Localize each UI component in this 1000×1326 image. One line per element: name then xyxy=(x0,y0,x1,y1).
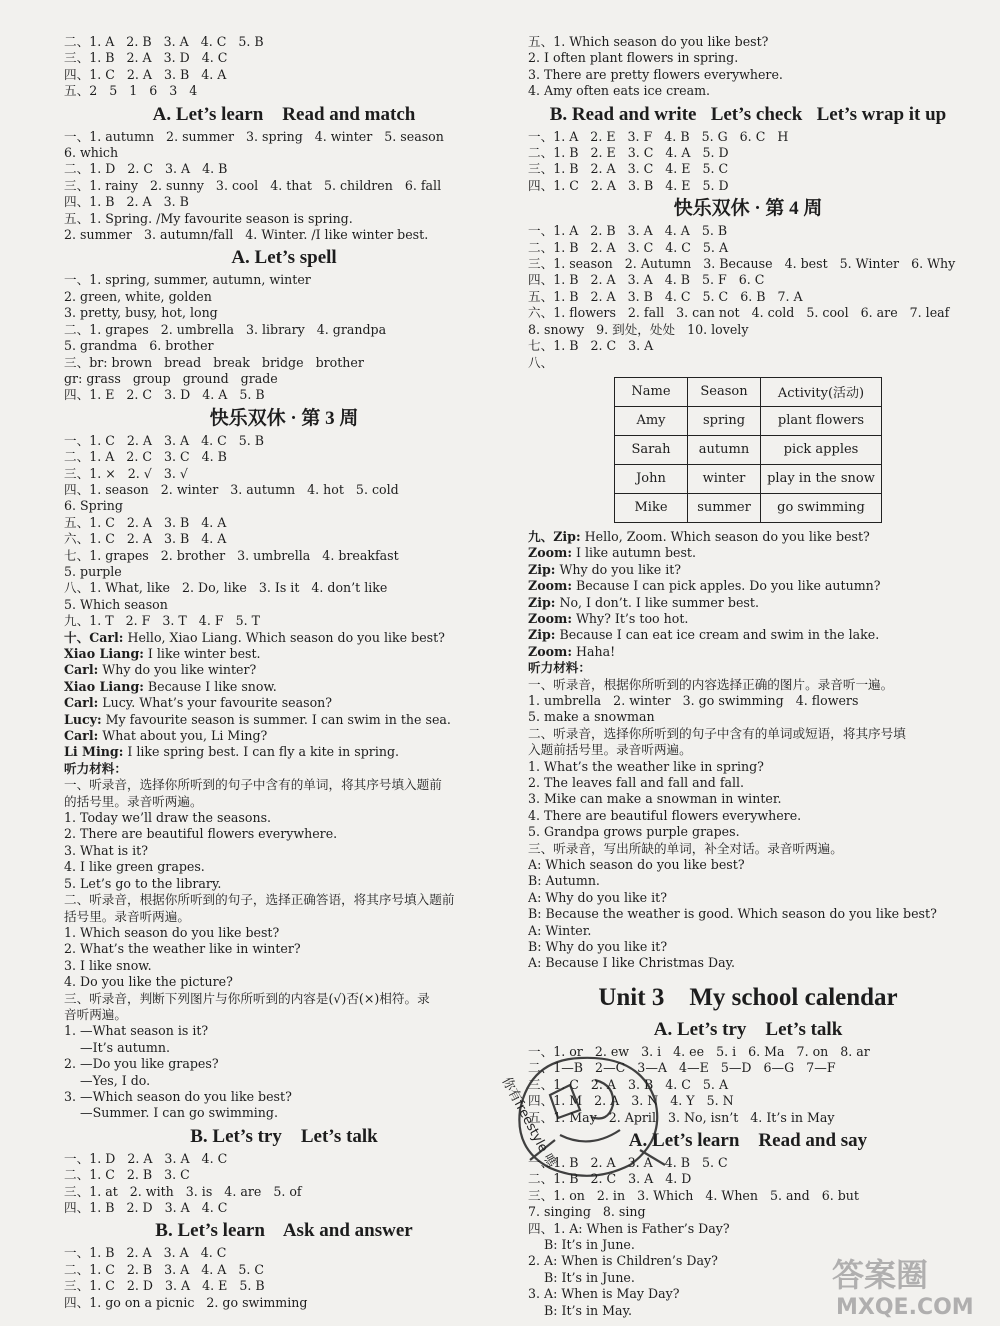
answer-line: A: Which season do you like best? xyxy=(528,857,745,873)
answer-line: 6. Spring xyxy=(64,498,123,514)
speaker-name: Zoom: xyxy=(528,643,572,659)
answer-line: 4. There are beautiful flowers everywhere. xyxy=(528,807,802,823)
answer-line: 5. make a snowman xyxy=(528,709,655,725)
answer-line: 一、1. D 2. A 3. A 4. C xyxy=(64,1150,228,1166)
answer-line: 2. I often plant flowers in spring. xyxy=(528,50,739,66)
table-header-cell: Season xyxy=(688,377,761,406)
answer-line: 3. I like snow. xyxy=(64,957,152,973)
section-heading: A. Let’s spell xyxy=(231,247,337,269)
table-cell: winter xyxy=(688,464,761,493)
answer-line: 五、1. Spring. /My favourite season is spring. xyxy=(64,210,353,226)
section-heading: 快乐双休 · 第 3 周 xyxy=(209,407,359,429)
answer-line: 5. purple xyxy=(64,563,122,579)
answer-line: 四、1. B 2. A 3. A 4. B 5. F 6. C xyxy=(528,272,765,288)
dialogue-line xyxy=(528,545,968,561)
answer-line: A: Why do you like it? xyxy=(528,889,667,905)
answer-line: 一、1. B 2. A 3. A 4. B 5. C xyxy=(528,1154,728,1170)
answer-line: B: Why do you like it? xyxy=(528,939,668,955)
answer-line: 二、听录音，选择你所听到的句子中含有的单词或短语，将其序号填 xyxy=(528,725,906,741)
answer-line: 二、1—B 2—C 3—A 4—E 5—D 6—G 7—F xyxy=(528,1060,836,1076)
dialogue-text: I like autumn best. xyxy=(571,545,696,561)
answer-line: 四、1. C 2. A 3. B 4. A xyxy=(64,66,227,82)
answer-line: 一、1. or 2. ew 3. i 4. ee 5. i 6. Ma 7. on 8. ar xyxy=(528,1043,870,1059)
speaker-name: Zoom: xyxy=(528,578,572,594)
listening-label: 听力材料： xyxy=(528,660,591,676)
speaker-name: Carl: xyxy=(64,728,99,744)
answer-line: 五、1. May 2. April 3. No, isn’t 4. It’s in May xyxy=(528,1109,835,1125)
answer-line: 括号里。录音听两遍。 xyxy=(64,908,190,924)
answer-line: 二、1. B 2. C 3. A 4. D xyxy=(528,1171,692,1187)
activity-table xyxy=(614,377,882,523)
section-heading: A. Let’s try Let’s talk xyxy=(653,1018,843,1040)
answer-line: 5. grandma 6. brother xyxy=(64,338,214,354)
dialogue-line xyxy=(64,728,504,744)
watermark-top-text: 答案圈 xyxy=(832,1256,929,1294)
answer-line: 8. snowy 9. 到处，处处 10. lovely xyxy=(528,321,749,337)
speaker-name: Xiao Liang: xyxy=(64,678,144,694)
answer-line: 二、1. A 2. C 3. C 4. B xyxy=(64,449,227,465)
answer-line: 2. green, white, golden xyxy=(64,288,212,304)
answer-line: 1. —What season is it? xyxy=(64,1023,209,1039)
answer-line: 三、br: brown bread break bridge brother xyxy=(64,354,364,370)
speaker-name: Xiao Liang: xyxy=(64,646,144,661)
dialogue-text: What about you, Li Ming? xyxy=(98,728,268,744)
answer-line: 一、1. autumn 2. summer 3. spring 4. winter 5. season xyxy=(64,128,444,144)
answer-line: 二、1. C 2. B 3. C xyxy=(64,1167,190,1183)
answer-line: 7. singing 8. sing xyxy=(528,1204,646,1220)
answer-line: 三、1. C 2. A 3. B 4. C 5. A xyxy=(528,1076,729,1092)
answer-line: 一、1. A 2. B 3. A 4. A 5. B xyxy=(528,223,728,239)
answer-line: 2. summer 3. autumn/fall 4. Winter. /I like winter best. xyxy=(64,227,429,243)
answer-line: 四、1. season 2. winter 3. autumn 4. hot 5. cold xyxy=(64,481,399,497)
speaker-name: Zip: xyxy=(528,627,556,643)
dialogue-line xyxy=(64,662,504,678)
answer-line: 2. —Do you like grapes? xyxy=(64,1056,219,1072)
right-top-answers xyxy=(528,34,968,371)
right-bottom-answers xyxy=(528,529,968,1319)
dialogue-line xyxy=(64,646,504,662)
answer-line: 八、 xyxy=(528,354,554,370)
section-heading: B. Let’s learn Ask and answer xyxy=(155,1220,413,1242)
table-row xyxy=(615,406,882,435)
answer-line: 三、1. B 2. A 3. C 4. E 5. C xyxy=(528,161,729,177)
table-header-cell: Activity(活动) xyxy=(761,377,882,406)
speaker-name: Zip: xyxy=(528,594,556,610)
dialogue-text: Hello, Zoom. Which season do you like best? xyxy=(580,528,870,544)
answer-line: gr: grass group ground grade xyxy=(64,370,278,386)
dialogue-line xyxy=(528,595,968,611)
answer-line: 四、1. B 2. A 3. B xyxy=(64,194,189,210)
answer-line: 三、1. × 2. √ 3. √ xyxy=(64,465,188,481)
answer-line: 七、1. grapes 2. brother 3. umbrella 4. breakfast xyxy=(64,547,399,563)
answer-line: 五、1. C 2. A 3. B 4. A xyxy=(64,514,227,530)
answer-line: 三、听录音，写出所缺的单词，补全对话。录音听两遍。 xyxy=(528,840,843,856)
answer-line: B: It’s in June. xyxy=(528,1269,635,1285)
answer-line: 六、1. C 2. A 3. B 4. A xyxy=(64,531,227,547)
answer-line: 5. Let’s go to the library. xyxy=(64,875,222,891)
watermark-bottom-text: MXQE.COM xyxy=(836,1295,974,1320)
answer-line: 一、1. C 2. A 3. A 4. C 5. B xyxy=(64,432,265,448)
answer-line: 三、1. C 2. D 3. A 4. E 5. B xyxy=(64,1278,265,1294)
answer-line: B: It’s in May. xyxy=(528,1302,633,1318)
dialogue-text: Because I can eat ice cream and swim in the lake. xyxy=(555,627,880,643)
watermark-logo xyxy=(802,1248,982,1320)
speaker-name: Zoom: xyxy=(528,545,572,561)
table-cell: autumn xyxy=(688,435,761,464)
table-cell: go swimming xyxy=(761,493,882,522)
dialogue-text: I like spring best. I can fly a kite in spring. xyxy=(123,744,400,760)
answer-line: 五、1. B 2. A 3. B 4. C 5. C 6. B 7. A xyxy=(528,288,803,304)
answer-line: 4. I like green grapes. xyxy=(64,859,205,875)
freestyle-stamp-graphic xyxy=(490,1040,700,1190)
answer-line: B: Because the weather is good. Which season do you like best? xyxy=(528,906,937,922)
answer-line: 音听两遍。 xyxy=(64,1006,127,1022)
unit-title: Unit 3 My school calendar xyxy=(598,983,898,1011)
answer-line: A: Winter. xyxy=(528,922,592,938)
dialogue-line xyxy=(528,644,968,660)
answer-line: 2. The leaves fall and fall and fall. xyxy=(528,775,745,790)
table-row xyxy=(615,464,882,493)
table-cell: plant flowers xyxy=(761,406,882,435)
answer-line: 四、1. B 2. D 3. A 4. C xyxy=(64,1200,228,1215)
answer-line: 三、1. at 2. with 3. is 4. are 5. of xyxy=(64,1183,302,1199)
answer-line: 4. Do you like the picture? xyxy=(64,974,233,990)
answer-line: 七、1. B 2. C 3. A xyxy=(528,338,654,354)
speaker-name: Li Ming: xyxy=(64,744,124,760)
answer-line: 3. There are pretty flowers everywhere. xyxy=(528,66,783,82)
answer-line: 九、1. T 2. F 3. T 4. F 5. T xyxy=(64,613,260,629)
table-cell: Sarah xyxy=(615,435,688,464)
dialogue-text: Haha! xyxy=(571,643,616,659)
speaker-name: Lucy: xyxy=(64,711,102,727)
answer-line: 三、1. season 2. Autumn 3. Because 4. best 5. Winter 6. Why xyxy=(528,256,956,272)
section-heading: A. Let’s learn Read and say xyxy=(628,1129,868,1151)
dialogue-line xyxy=(64,679,504,695)
answer-line: 3. Mike can make a snowman in winter. xyxy=(528,791,782,807)
answer-line: A: Because I like Christmas Day. xyxy=(528,955,736,971)
answer-line: 一、1. B 2. A 3. A 4. C xyxy=(64,1245,227,1261)
answer-line: 入题前括号里。录音听两遍。 xyxy=(528,742,692,758)
dialogue-text: My favourite season is summer. I can swim in the sea. xyxy=(101,711,451,727)
dialogue-text: No, I don’t. I like summer best. xyxy=(555,594,759,610)
table-cell: play in the snow xyxy=(761,464,882,493)
answer-line: 三、1. on 2. in 3. Which 4. When 5. and 6. but xyxy=(528,1187,859,1203)
table-cell: spring xyxy=(688,406,761,435)
answer-line: 二、1. grapes 2. umbrella 3. library 4. grandpa xyxy=(64,321,387,337)
answer-line: 四、1. A: When is Father’s Day? xyxy=(528,1220,730,1236)
dialogue-line xyxy=(528,529,968,545)
section-heading: B. Let’s try Let’s talk xyxy=(190,1125,378,1147)
dialogue-line xyxy=(64,712,504,728)
table-cell: John xyxy=(615,464,688,493)
answer-line: 2. A: When is Children’s Day? xyxy=(528,1253,718,1269)
answer-line: 一、1. spring, summer, autumn, winter xyxy=(64,272,311,288)
answer-line: 4. Amy often eats ice cream. xyxy=(528,83,711,99)
answer-line: —Yes, I do. xyxy=(64,1072,151,1088)
speaker-name: 十、Carl: xyxy=(64,629,124,645)
answer-line: 四、1. C 2. A 3. B 4. E 5. D xyxy=(528,177,729,193)
dialogue-line xyxy=(528,578,968,594)
answer-line: 1. What’s the weather like in spring? xyxy=(528,758,764,774)
answer-line: 四、1. go on a picnic 2. go swimming xyxy=(64,1294,308,1310)
answer-line: 2. There are beautiful flowers everywhere. xyxy=(64,826,338,842)
answer-line: 1. Which season do you like best? xyxy=(64,924,280,940)
answer-line: —It’s autumn. xyxy=(64,1039,170,1055)
dialogue-text: Lucy. What’s your favourite season? xyxy=(98,695,333,711)
answer-line: 八、1. What, like 2. Do, like 3. Is it 4. don’t like xyxy=(64,580,388,596)
stamp-text: 你有freestyle 嗎 xyxy=(498,1074,559,1171)
speaker-name: Zoom: xyxy=(528,610,572,626)
answer-line: 二、1. B 2. E 3. C 4. A 5. D xyxy=(528,145,729,161)
dialogue-text: Why do you like it? xyxy=(555,561,682,577)
speaker-name: Carl: xyxy=(64,695,99,711)
section-heading: B. Read and write Let’s check Let’s wrap it up xyxy=(549,103,947,125)
dialogue-line xyxy=(528,562,968,578)
answer-line: 二、1. B 2. A 3. C 4. C 5. A xyxy=(528,239,729,255)
answer-line: 四、1. M 2. A 3. N 4. Y 5. N xyxy=(528,1093,734,1109)
dialogue-text: I like winter best. xyxy=(143,646,261,661)
answer-line: 二、1. D 2. C 3. A 4. B xyxy=(64,161,228,177)
answer-line: 三、1. rainy 2. sunny 3. cool 4. that 5. children 6. fall xyxy=(64,177,442,193)
answer-line: 2. What’s the weather like in winter? xyxy=(64,941,301,957)
answer-line: 3. A: When is May Day? xyxy=(528,1286,680,1302)
answer-line: 三、1. B 2. A 3. D 4. C xyxy=(64,50,228,66)
table-header-cell: Name xyxy=(615,377,688,406)
section-heading: A. Let’s learn Read and match xyxy=(152,103,416,125)
answer-line: 1. umbrella 2. winter 3. go swimming 4. flowers xyxy=(528,692,859,708)
speaker-name: Zip: xyxy=(528,561,556,577)
answer-line: B: It’s in June. xyxy=(528,1236,635,1252)
listening-label: 听力材料： xyxy=(64,760,127,776)
table-cell: pick apples xyxy=(761,435,882,464)
answer-line: 3. What is it? xyxy=(64,842,148,858)
table-cell: Mike xyxy=(615,493,688,522)
answer-line: 四、1. E 2. C 3. D 4. A 5. B xyxy=(64,387,265,403)
answer-line: 二、1. A 2. B 3. A 4. C 5. B xyxy=(64,34,264,49)
answer-line: 二、听录音，根据你所听到的句子，选择正确答语，将其序号填入题前 xyxy=(64,892,455,908)
answer-line: 六、1. flowers 2. fall 3. can not 4. cold 5. cool 6. are 7. leaf xyxy=(528,305,950,321)
answer-line: 三、听录音，判断下列图片与你所听到的内容是(√)否(×)相符。录 xyxy=(64,990,430,1006)
answer-line: 五、2 5 1 6 3 4 xyxy=(64,83,198,99)
answer-line: 的括号里。录音听两遍。 xyxy=(64,793,203,809)
answer-line: 6. which xyxy=(64,145,119,161)
dialogue-line xyxy=(64,744,504,760)
speaker-name: 九、Zip: xyxy=(528,528,581,544)
dialogue-text: Why do you like winter? xyxy=(98,662,257,678)
section-heading: 快乐双休 · 第 4 周 xyxy=(673,198,823,220)
table-cell: Amy xyxy=(615,406,688,435)
answer-line: —Summer. I can go swimming. xyxy=(64,1105,278,1121)
table-row xyxy=(615,435,882,464)
answer-line: B: Autumn. xyxy=(528,873,600,889)
dialogue-text: Because I like snow. xyxy=(143,678,277,694)
answer-line: 5. Which season xyxy=(64,596,168,612)
dialogue-line xyxy=(528,611,968,627)
dialogue-line xyxy=(64,630,504,646)
answer-line: 二、1. C 2. B 3. A 4. A 5. C xyxy=(64,1261,265,1277)
answer-line: 1. Today we’ll draw the seasons. xyxy=(64,810,272,826)
dialogue-text: Hello, Xiao Liang. Which season do you like best? xyxy=(123,629,445,645)
answer-line: 一、听录音，根据你所听到的内容选择正确的图片。录音听一遍。 xyxy=(528,676,894,692)
table-row xyxy=(615,493,882,522)
left-column xyxy=(64,34,504,1311)
answer-line: 五、1. Which season do you like best? xyxy=(528,34,769,49)
answer-line: 5. Grandpa grows purple grapes. xyxy=(528,824,740,840)
answer-line: 一、1. A 2. E 3. F 4. B 5. G 6. C H xyxy=(528,128,789,144)
speaker-name: Carl: xyxy=(64,662,99,678)
answer-line: 3. pretty, busy, hot, long xyxy=(64,305,218,321)
answer-line: 一、听录音，选择你所听到的句子中含有的单词，将其序号填入题前 xyxy=(64,777,442,793)
dialogue-text: Why? It’s too hot. xyxy=(571,610,689,626)
dialogue-line xyxy=(528,627,968,643)
table-cell: summer xyxy=(688,493,761,522)
table-header-row xyxy=(615,377,882,406)
dialogue-line xyxy=(64,695,504,711)
dialogue-text: Because I can pick apples. Do you like autumn? xyxy=(571,578,881,594)
answer-line: 3. —Which season do you like best? xyxy=(64,1088,292,1104)
